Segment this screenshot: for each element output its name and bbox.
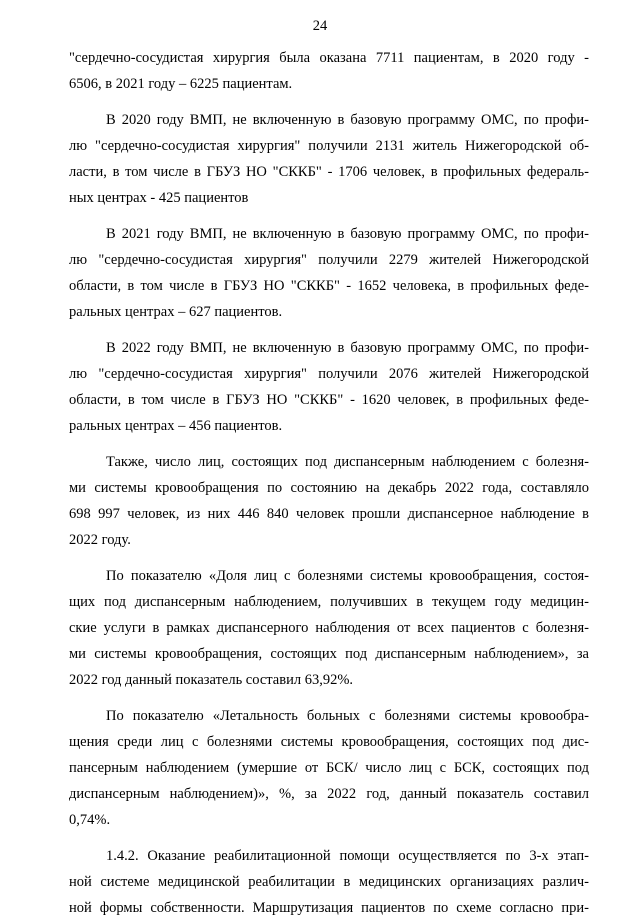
- text-line: ральных центрах – 456 пациентов.: [69, 418, 283, 434]
- text-line: 2022 году.: [69, 532, 131, 548]
- text-line: ных центрах - 425 пациентов: [69, 190, 249, 206]
- text-line: ной формы собственности. Маршрутизация пациентов по схеме согласно при-: [69, 900, 589, 916]
- text-line: щения среди лиц с болезнями системы кровообращения, состоящих под дис-: [69, 734, 589, 750]
- text-line: области, в том числе в ГБУЗ НО "СККБ" - 1620 человек, в профильных феде-: [69, 392, 589, 408]
- text-line: В 2021 году ВМП, не включенную в базовую программу ОМС, по профи-: [106, 226, 589, 242]
- text-line: лю "сердечно-сосудистая хирургия" получили 2131 житель Нижегородской об-: [69, 138, 589, 154]
- paragraph: [69, 843, 589, 921]
- text-line: 1.4.2. Оказание реабилитационной помощи осуществляется по 3-х этап-: [106, 848, 589, 864]
- text-line: ласти, в том числе в ГБУЗ НО "СККБ" - 1706 человек, в профильных федераль-: [69, 164, 589, 180]
- page-number: 24: [312, 18, 328, 34]
- text-line: пансерным наблюдением (умершие от БСК/ число лиц с БСК, состоящих под: [69, 760, 589, 776]
- text-line: "сердечно-сосудистая хирургия была оказана 7711 пациентам, в 2020 году -: [69, 50, 589, 66]
- text-line: 0,74%.: [69, 812, 111, 828]
- text-line: По показателю «Летальность больных с болезнями системы кровообра-: [106, 708, 589, 724]
- text-line: По показателю «Доля лиц с болезнями системы кровообращения, состоя-: [106, 568, 589, 584]
- text-line: щих под диспансерным наблюдением, получивших в текущем году медицин-: [69, 594, 589, 610]
- paragraph: [69, 563, 589, 693]
- text-line: В 2020 году ВМП, не включенную в базовую программу ОМС, по профи-: [106, 112, 589, 128]
- text-line: 6506, в 2021 году – 6225 пациентам.: [69, 76, 293, 92]
- text-line: лю "сердечно-сосудистая хирургия" получили 2279 жителей Нижегородской: [69, 252, 589, 268]
- paragraph: [69, 703, 589, 833]
- text-line: Также, число лиц, состоящих под диспансерным наблюдением с болезня-: [106, 454, 589, 470]
- paragraph: [69, 221, 589, 325]
- text-line: 698 997 человек, из них 446 840 человек прошли диспансерное наблюдение в: [69, 506, 589, 522]
- text-line: области, в том числе в ГБУЗ НО "СККБ" - 1652 человека, в профильных феде-: [69, 278, 589, 294]
- paragraph: [69, 449, 589, 553]
- text-line: диспансерным наблюдением)», %, за 2022 год, данный показатель составил: [69, 786, 589, 802]
- text-line: ми системы кровообращения, состоящих под диспансерным наблюдением», за: [69, 646, 589, 662]
- text-line: ские услуги в рамках диспансерного наблюдения от всех пациентов с болезня-: [69, 620, 589, 636]
- paragraph: [69, 45, 589, 97]
- text-line: В 2022 году ВМП, не включенную в базовую программу ОМС, по профи-: [106, 340, 589, 356]
- document-body: [69, 45, 589, 921]
- text-line: лю "сердечно-сосудистая хирургия" получили 2076 жителей Нижегородской: [69, 366, 589, 382]
- paragraph: [69, 107, 589, 211]
- text-line: ральных центрах – 627 пациентов.: [69, 304, 283, 320]
- text-line: 2022 год данный показатель составил 63,92%.: [69, 672, 354, 688]
- text-line: ной системе медицинской реабилитации в медицинских организациях различ-: [69, 874, 589, 890]
- paragraph: [69, 335, 589, 439]
- text-line: ми системы кровообращения по состоянию на декабрь 2022 года, составляло: [69, 480, 589, 496]
